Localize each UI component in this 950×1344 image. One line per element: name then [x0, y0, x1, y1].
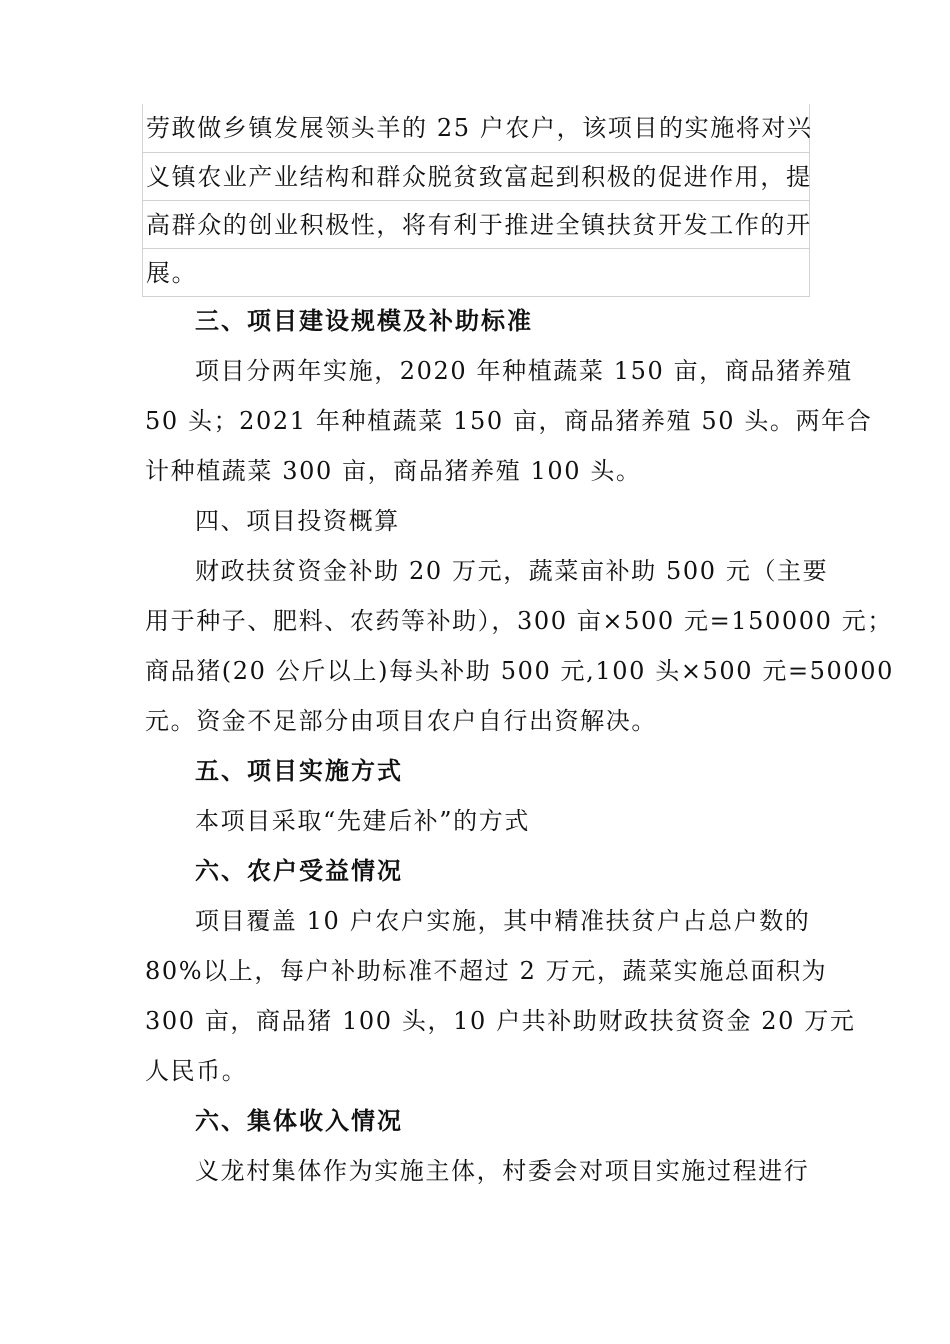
paragraph-line: 300 亩，商品猪 100 头，10 户共补助财政扶贫资金 20 万元 [145, 1007, 856, 1035]
paragraph-line: 高群众的创业积极性，将有利于推进全镇扶贫开发工作的开 [143, 200, 809, 248]
paragraph-line: 计种植蔬菜 300 亩，商品猪养殖 100 头。 [145, 457, 642, 485]
paragraph-line: 用于种子、肥料、农药等补助），300 亩×500 元=150000 元； [145, 607, 893, 635]
paragraph-line: 商品猪(20 公斤以上)每头补助 500 元,100 头×500 元=50000 [145, 657, 895, 685]
paragraph-line: 人民币。 [145, 1057, 248, 1085]
paragraph-line: 项目分两年实施，2020 年种植蔬菜 150 亩，商品猪养殖 [195, 357, 853, 385]
section-heading-investment: 四、项目投资概算 [195, 507, 400, 535]
paragraph-line: 劳敢做乡镇发展领头羊的 25 户农户，该项目的实施将对兴 [146, 114, 813, 142]
section-heading-method: 五、项目实施方式 [195, 756, 403, 785]
paragraph-line: 义镇农业产业结构和群众脱贫致富起到积极的促进作用，提 [143, 152, 809, 200]
paragraph-line: 展。 [143, 248, 809, 296]
paragraph-line: 财政扶贫资金补助 20 万元，蔬菜亩补助 500 元（主要 [195, 557, 829, 585]
document-body [145, 296, 895, 1196]
paragraph-line: 义龙村集体作为实施主体，村委会对项目实施过程进行 [195, 1157, 810, 1185]
section-heading-farmer-benefit: 六、农户受益情况 [195, 856, 403, 885]
paragraph-line: 本项目采取“先建后补”的方式 [195, 807, 530, 835]
paragraph-line: 项目覆盖 10 户农户实施，其中精准扶贫户占总户数的 [195, 907, 811, 935]
paragraph-line: 50 头；2021 年种植蔬菜 150 亩，商品猪养殖 50 头。两年合 [145, 407, 873, 435]
continued-paragraph-box [142, 104, 813, 297]
paragraph-line: 元。资金不足部分由项目农户自行出资解决。 [145, 707, 657, 735]
section-heading-collective-income: 六、集体收入情况 [195, 1106, 403, 1135]
section-heading-scale: 三、项目建设规模及补助标准 [195, 306, 533, 335]
paragraph-line: 80%以上，每户补助标准不超过 2 万元，蔬菜实施总面积为 [145, 957, 828, 985]
